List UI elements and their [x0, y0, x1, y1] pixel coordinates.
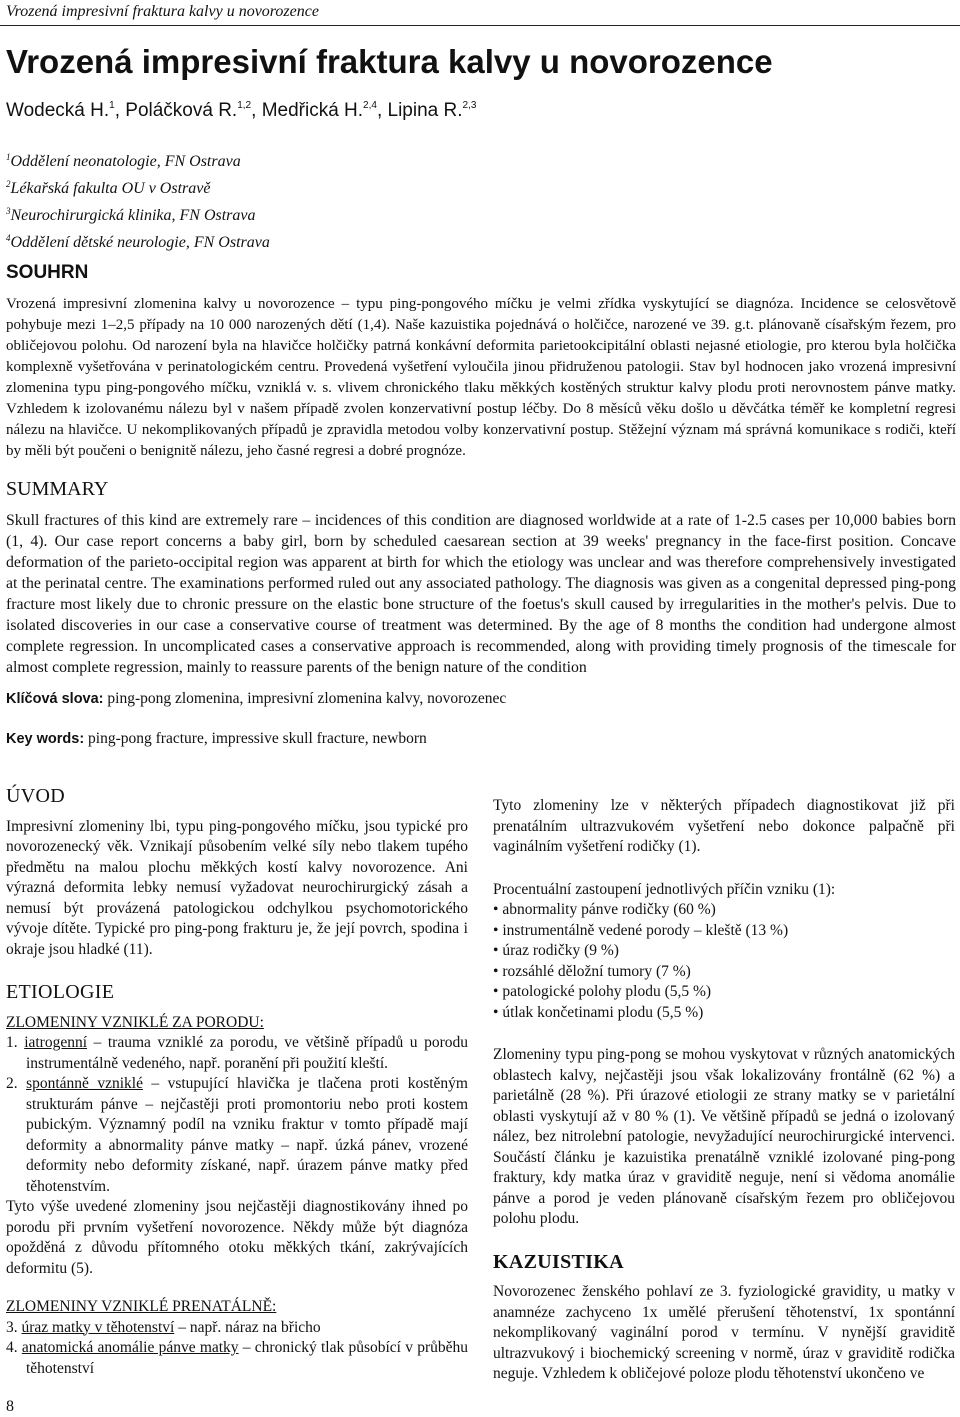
bullet-item: • rozsáhlé děložní tumory (7 %): [493, 962, 955, 983]
etiologie-note: Tyto výše uvedené zlomeniny jsou nejčastěji diagnostikovány ihned po porodu při prvním vyšetření novorozence. Někdy může být diagnóza opožděná z důvodu přítomného otoku měkkých tkání, zakrývajících deformitu (5).: [6, 1198, 468, 1277]
etiologie-list-2: [6, 1318, 468, 1380]
list-item: [6, 1318, 468, 1339]
cause-bullet-list: [493, 900, 955, 1023]
bullet-item: • útlak končetinami plodu (5,5 %): [493, 1003, 955, 1024]
uvod-text: Impresivní zlomeniny lbi, typu ping-pongového míčku, jsou typické pro novorozenecký věk. Vznikají působením velké síly nebo tlakem tupého předmětu na malou plochu měkkých kostí kalvy novorozence. Ani výrazná deformita lebky nemusí vyžadovat neurochirurgický zásah a nemusí být provázená patologickou odchylkou psychomotorického vývoje dítěte. Typické pro ping-pong frakturu je, že její povrch, spodina i okraje jsou hladké (11).: [6, 817, 468, 958]
list-num: 3.: [6, 1318, 22, 1336]
list-term: iatrogenní: [24, 1034, 88, 1051]
author: Lipina R.: [387, 100, 463, 121]
affil-sup: 2: [6, 179, 11, 189]
author-affil-sup: 2,4: [363, 100, 377, 111]
list-text: – např. náraz na břicho: [174, 1318, 321, 1336]
author-sep: ,: [251, 100, 262, 121]
summary-heading: SUMMARY: [6, 478, 109, 500]
list-item: [6, 1033, 468, 1074]
author: Wodecká H.: [6, 100, 110, 121]
author-affil-sup: 1,2: [237, 100, 252, 111]
running-header: Vrozená impresivní fraktura kalvy u novorozence: [0, 0, 960, 26]
right-column: [493, 796, 955, 1399]
keywords-cz-label: Klíčová slova:: [6, 691, 104, 707]
affil-sup: 3: [6, 206, 11, 216]
list-term: spontánně vzniklé: [26, 1075, 143, 1092]
etiologie-list-1: [6, 1033, 468, 1197]
affiliation: [6, 173, 270, 200]
page-number: 8: [6, 1398, 14, 1415]
affil-text: Lékařská fakulta OU v Ostravě: [10, 180, 211, 197]
author-sep: ,: [114, 100, 126, 121]
affil-sup: 1: [6, 152, 11, 162]
author-affil-sup: 1: [109, 100, 115, 111]
affil-text: Oddělení neonatologie, FN Ostrava: [10, 153, 241, 170]
list-num: 4.: [6, 1339, 22, 1356]
right-paragraph-3: Zlomeniny typu ping-pong se mohou vyskytovat v různých anatomických oblastech kalvy, nejčastěji jsou však lokalizovány frontálně (62 %) a parietálně (28 %). Při úrazové etiologii ze strany matky se v parietální oblasti vyskytují až v 80 % (1). Ve většině případů se jedná o izolovaný nález, bez nitrolební patologie, nevyžadující neurochirurgické intervenci. Součástí článku je kazuistika prenatálně vzniklé izolované ping-pong fraktury, kdy matka úraz v graviditě neguje, není si vědoma anomálie pánve a porod je veden plánovaně císařským řezem pro obličejovou polohu plodu.: [493, 1046, 955, 1227]
souhrn-heading: SOUHRN: [6, 262, 89, 283]
etiologie-sub2: ZLOMENINY VZNIKLÉ PRENATÁLNĚ:: [6, 1298, 277, 1315]
author: Medřická H.: [261, 100, 364, 121]
list-item: [6, 1074, 468, 1197]
article-title: Vrozená impresivní fraktura kalvy u novorozence: [6, 43, 773, 80]
list-text: – chronický tlak působící v průběhu těhotenství: [26, 1339, 468, 1377]
uvod-heading: ÚVOD: [6, 785, 65, 807]
list-term: anatomická anomálie pánve matky: [21, 1339, 239, 1356]
bullet-item: • instrumentálně vedené porody – kleště (13 %): [493, 921, 955, 942]
right-paragraph-2: Procentuální zastoupení jednotlivých příčin vzniku (1):: [493, 880, 836, 898]
etiologie-heading: ETIOLOGIE: [6, 981, 115, 1003]
affiliation: [6, 227, 270, 254]
list-term: úraz matky v těhotenství: [21, 1318, 175, 1336]
bullet-item: • patologické polohy plodu (5,5 %): [493, 982, 955, 1003]
etiologie-sub1: ZLOMENINY VZNIKLÉ ZA PORODU:: [6, 1013, 264, 1031]
list-text: – vstupující hlavička je tlačena proti kostěným strukturám pánve – nejčastěji proti promontoriu nebo proti kostem pubickým. Významný podíl na vzniku fraktur v tomto případě mají deformity a abnormality pánve matky – např. úzká pánev, vrozené deformity nebo deformity získané, např. úrazem pánve matky před těhotenstvím.: [26, 1075, 468, 1195]
author: Poláčková R.: [125, 100, 238, 121]
keywords-en-text: ping-pong fracture, impressive skull fracture, newborn: [84, 730, 427, 747]
affiliations: [6, 146, 270, 254]
bullet-item: • abnormality pánve rodičky (60 %): [493, 900, 955, 921]
kazuistika-heading: KAZUISTIKA: [493, 1250, 624, 1273]
keywords-cz: [6, 690, 506, 708]
affil-text: Neurochirurgická klinika, FN Ostrava: [10, 207, 256, 224]
affiliation: [6, 146, 270, 173]
souhrn-text: Vrozená impresivní zlomenina kalvy u novorozence – typu ping-pongového míčku je velmi zřídka vyskytující se diagnóza. Incidence se celosvětově pohybuje mezi 1–2,5 případy na 10 000 narozených dětí (1,4). Naše kazuistika pojednává o holčičce, narozené ve 39. g.t. plánovaně císařským řezem, pro obličejovou polohu. Od narození byla na hlavičce holčičky patrná konkávní deformita parietookcipitální oblasti nejasné etiologie, pro kterou byla holčička komplexně vyšetřována v perinatologickém centru. Provedená vyšetření vyloučila jinou přidruženou patologii. Stav byl hodnocen jako vrozená impresivní zlomenina typu ping-pongového míčku, vzniklá v. s. vlivem chronického tlaku měkkých kostěných struktur kalvy plodu proti nerovnostem pánve matky. Vzhledem k izolovanému nálezu byl v našem případě zvolen konzervativní postup léčby. Do 8 měsíců věku došlo u děvčátka téměř ke kompletní regresi nálezu na hlavičce. U nekomplikovaných případů je zpravidla metodou volby konzervativní postup. Stěžejní význam má správná komunikace s rodiči, kteří by měli být poučeni o benignitě nálezu, jeho časné regresi a dobré prognóze.: [6, 296, 956, 459]
right-paragraph-1: Tyto zlomeniny lze v některých případech diagnostikovat již při prenatálním ultrazvukovém vyšetření nebo dokonce palpačně při vaginálním vyšetření rodičky (1).: [493, 797, 955, 855]
author-list: [6, 100, 476, 122]
list-num: 1.: [6, 1034, 25, 1051]
list-item: [6, 1338, 468, 1379]
keywords-en: [6, 730, 427, 748]
affil-sup: 4: [6, 233, 11, 243]
author-affil-sup: 2,3: [462, 100, 477, 111]
affil-text: Oddělení dětské neurologie, FN Ostrava: [10, 234, 270, 251]
summary-text: Skull fractures of this kind are extremely rare – incidences of this condition are diagnosed worldwide at a rate of 1-2.5 cases per 10,000 babies born (1, 4). Our case report concerns a baby girl, born by scheduled caesarean section at 39 weeks' pregnancy in the face-first position. Concave deformation of the parieto-occipital region was apparent at birth for which the etiology was unclear and was therefore comprehensively investigated at the perinatal centre. The examinations performed ruled out any associated pathology. The diagnosis was given as a congenital depressed ping-pong fracture most likely due to chronic pressure on the elastic bone structure of the foetus's skull caused by irregularities in the mother's pelvis. Due to isolated discoveries in our case a conservative course of treatment was determined. By the age of 8 months the condition had undergone almost complete regression. In uncomplicated cases a conservative approach is recommended, along with providing timely prognosis of the timescale for almost complete regression, mainly to reassure parents of the benign nature of the condition: [6, 512, 956, 676]
keywords-en-label: Key words:: [6, 731, 85, 747]
bullet-item: • úraz rodičky (9 %): [493, 941, 955, 962]
left-column: [6, 786, 468, 1379]
list-text: – trauma vzniklé za porodu, ve většině případů u porodu instrumentálně vedeného, např. poranění při použití kleští.: [26, 1034, 469, 1072]
list-num: 2.: [6, 1075, 27, 1092]
affiliation: [6, 200, 270, 227]
author-sep: ,: [376, 100, 388, 121]
keywords-cz-text: ping-pong zlomenina, impresivní zlomenina kalvy, novorozenec: [103, 690, 507, 707]
kazuistika-text: Novorozenec ženského pohlaví ze 3. fyziologické gravidity, u matky v anamnéze zachyceno 1x umělé přerušení těhotenství, 1x spontánní nekomplikovaný vaginální porod v termínu. V nynější graviditě ultrazvukový i biochemický screening v normě, úraz v graviditě rodička neguje. Vzhledem k obličejové poloze plodu těhotenství ukončeno ve: [493, 1283, 955, 1382]
